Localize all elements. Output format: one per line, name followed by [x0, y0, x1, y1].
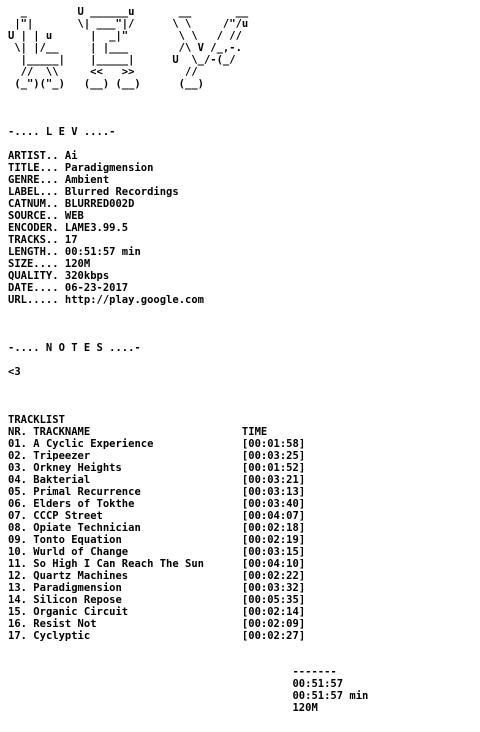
track-name: Elders of Tokthe [33, 498, 135, 510]
column-trackname: TRACKNAME [33, 426, 91, 438]
totals-size: 120M [292, 702, 318, 714]
track-name: Orkney Heights [33, 462, 122, 474]
tracklist-header-row [8, 426, 368, 438]
tracklist-title: TRACKLIST [8, 414, 65, 426]
track-nr: 17. [8, 630, 27, 642]
track-row [8, 486, 368, 498]
info-value: WEB [64, 210, 84, 222]
track-nr: 12. [8, 570, 27, 582]
track-time: [00:04:10] [241, 558, 306, 570]
totals-length: 00:51:57 min [292, 690, 369, 702]
notes-text: <3 [8, 366, 21, 378]
track-row [8, 570, 368, 582]
ascii-art-line: |_____| |_____| U \_/-(_/ [8, 54, 236, 66]
info-row [8, 186, 368, 198]
info-key: ARTIST.. [8, 150, 59, 162]
track-row [8, 498, 368, 510]
info-value: http://play.google.com [64, 294, 204, 306]
track-name: CCCP Street [33, 510, 103, 522]
track-time: [00:02:19] [241, 534, 306, 546]
info-value: Paradigmension [64, 162, 154, 174]
info-value: Ambient [64, 174, 110, 186]
track-row [8, 546, 368, 558]
track-row [8, 462, 368, 474]
info-value: 06-23-2017 [64, 282, 129, 294]
track-time: [00:02:27] [241, 630, 306, 642]
track-nr: 06. [8, 498, 27, 510]
track-nr: 14. [8, 594, 27, 606]
nfo-document [8, 6, 368, 714]
track-name: Organic Circuit [33, 606, 129, 618]
info-key: GENRE... [8, 174, 59, 186]
track-name: Tripeezer [33, 450, 91, 462]
info-key: LABEL... [8, 186, 59, 198]
track-time: [00:03:32] [241, 582, 306, 594]
track-nr: 08. [8, 522, 27, 534]
totals-separator: ------- [292, 666, 337, 678]
track-row [8, 450, 368, 462]
track-nr: 04. [8, 474, 27, 486]
info-key: ENCODER. [8, 222, 59, 234]
info-value: Ai [64, 150, 78, 162]
ascii-art-line: // \\ << >> // [8, 66, 198, 78]
info-key: SOURCE.. [8, 210, 59, 222]
track-name: A Cyclic Experience [33, 438, 154, 450]
track-nr: 01. [8, 438, 27, 450]
info-key: SIZE.... [8, 258, 59, 270]
info-row [8, 198, 368, 210]
track-time: [00:03:15] [241, 546, 306, 558]
track-time: [00:01:52] [241, 462, 306, 474]
track-nr: 02. [8, 450, 27, 462]
track-name: Silicon Repose [33, 594, 122, 606]
track-nr: 07. [8, 510, 27, 522]
track-row [8, 582, 368, 594]
info-row [8, 234, 368, 246]
track-name: Paradigmension [33, 582, 122, 594]
info-key: LENGTH.. [8, 246, 59, 258]
track-nr: 15. [8, 606, 27, 618]
track-time: [00:03:25] [241, 450, 306, 462]
info-row [8, 174, 368, 186]
ascii-art-line: _ U ______u __ __ [8, 6, 249, 18]
info-row [8, 162, 368, 174]
track-nr: 03. [8, 462, 27, 474]
track-row [8, 558, 368, 570]
track-nr: 05. [8, 486, 27, 498]
info-row [8, 294, 368, 306]
track-name: Bakterial [33, 474, 91, 486]
ascii-art-line: U | | u | _|" \ \ / // [8, 30, 242, 42]
track-name: Wurld of Change [33, 546, 129, 558]
info-row [8, 210, 368, 222]
track-time: [00:03:21] [241, 474, 306, 486]
info-row [8, 282, 368, 294]
track-time: [00:03:13] [241, 486, 306, 498]
track-row [8, 630, 368, 642]
info-value: 120M [64, 258, 91, 270]
track-time: [00:01:58] [241, 438, 306, 450]
release-header: -.... L E V ....- [8, 126, 116, 138]
track-name: Resist Not [33, 618, 97, 630]
info-key: CATNUM.. [8, 198, 59, 210]
column-nr: NR. [8, 426, 27, 438]
ascii-art-line: \| |/__ | |___ /\ V /_,-. [8, 42, 242, 54]
info-value: 320kbps [64, 270, 110, 282]
track-name: Opiate Technician [33, 522, 141, 534]
track-name: Quartz Machines [33, 570, 129, 582]
ascii-art-line: (_")("_) (__) (__) (__) [8, 78, 204, 90]
track-row [8, 438, 368, 450]
track-row [8, 534, 368, 546]
info-value: 00:51:57 min [64, 246, 141, 258]
info-value: BLURRED002D [64, 198, 135, 210]
track-row [8, 522, 368, 534]
track-time: [00:02:09] [241, 618, 306, 630]
track-nr: 10. [8, 546, 27, 558]
track-row [8, 474, 368, 486]
info-key: QUALITY. [8, 270, 59, 282]
info-row [8, 270, 368, 282]
info-key: TITLE... [8, 162, 59, 174]
info-value: Blurred Recordings [64, 186, 179, 198]
column-time: TIME [241, 426, 268, 438]
info-row [8, 246, 368, 258]
info-value: 17 [64, 234, 78, 246]
info-value: LAME3.99.5 [64, 222, 129, 234]
track-name: So High I Can Reach The Sun [33, 558, 204, 570]
track-nr: 09. [8, 534, 27, 546]
info-row [8, 150, 368, 162]
totals-time: 00:51:57 [292, 678, 344, 690]
track-row [8, 606, 368, 618]
track-nr: 11. [8, 558, 27, 570]
track-nr: 16. [8, 618, 27, 630]
track-time: [00:02:18] [241, 522, 306, 534]
info-key: DATE.... [8, 282, 59, 294]
track-row [8, 510, 368, 522]
track-name: Primal Recurrence [33, 486, 141, 498]
track-nr: 13. [8, 582, 27, 594]
track-time: [00:05:35] [241, 594, 306, 606]
info-key: TRACKS.. [8, 234, 59, 246]
track-time: [00:04:07] [241, 510, 306, 522]
ascii-art-line: |"| \| ___"|/ \ \ /"/u [8, 18, 249, 30]
info-row [8, 258, 368, 270]
track-time: [00:03:40] [241, 498, 306, 510]
info-row [8, 222, 368, 234]
notes-header: -.... N O T E S ....- [8, 342, 141, 354]
track-time: [00:02:22] [241, 570, 306, 582]
track-row [8, 594, 368, 606]
info-key: URL..... [8, 294, 59, 306]
track-row [8, 618, 368, 630]
track-name: Tonto Equation [33, 534, 122, 546]
track-name: Cyclyptic [33, 630, 91, 642]
track-time: [00:02:14] [241, 606, 306, 618]
